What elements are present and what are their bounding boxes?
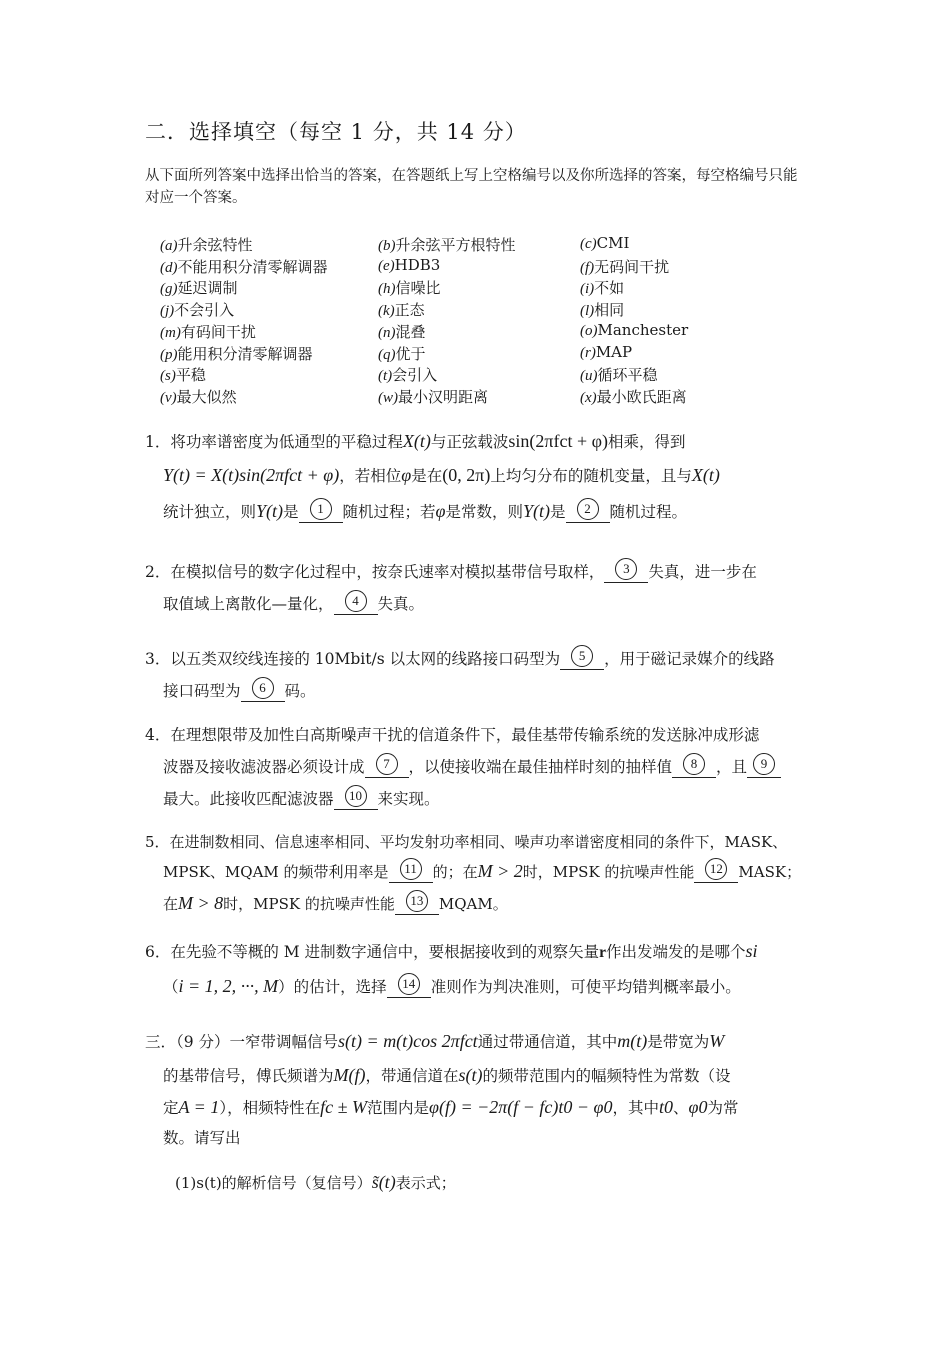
option-s [160, 364, 206, 385]
option-text: 混叠 [395, 322, 426, 341]
option-letter: (l) [580, 303, 595, 320]
option-text: 最大似然 [176, 387, 237, 406]
answer-blank-1 [299, 502, 343, 523]
option-q [378, 343, 426, 364]
option-a [160, 234, 253, 255]
blank-number-13: 13 [406, 890, 428, 912]
option-text: 最小汉明距离 [398, 387, 489, 406]
option-letter: (r) [580, 344, 596, 361]
option-text: 信噪比 [395, 279, 441, 298]
option-m [160, 321, 256, 342]
option-letter: (t) [378, 368, 393, 385]
option-letter: (c) [580, 236, 597, 252]
option-text: 无码间干扰 [594, 257, 670, 276]
question-5-line-3: 在M > 8时，MPSK 的抗噪声性能 13 MQAM。 [145, 893, 810, 915]
option-letter: (i) [580, 281, 595, 298]
option-text: 会引入 [392, 366, 438, 385]
option-letter: (m) [160, 324, 181, 341]
option-letter: (j) [160, 303, 175, 320]
option-o [580, 321, 688, 340]
blank-number-6: 6 [252, 677, 274, 699]
option-letter: (b) [378, 238, 396, 254]
answer-blank-2 [566, 502, 610, 523]
option-l [580, 299, 624, 320]
option-letter: (k) [378, 303, 395, 320]
blank-number-2: 2 [577, 498, 599, 520]
option-text: HDB3 [394, 255, 441, 274]
section-3-line-1: 三．（9 分）一窄带调幅信号s(t) = m(t)cos 2πfct通过带通信道，其中m(t)是带宽为W [145, 1031, 725, 1051]
answer-blank-6 [241, 681, 285, 702]
question-5-line-1: 5．在进制数相同、信息速率相同、平均发射功率相同、噪声功率谱密度相同的条件下，MASK、 [145, 833, 788, 851]
section-3-line-4: 数。请写出 [163, 1129, 241, 1147]
answer-blank-10 [334, 789, 378, 810]
option-text: 优于 [395, 344, 426, 363]
option-letter: (u) [580, 368, 598, 385]
blank-number-14: 14 [398, 973, 420, 995]
option-letter: (n) [378, 324, 396, 341]
question-3-line-1: 3．以五类双绞线连接的 10Mbit/s 以太网的线路接口码型为 5 ，用于磁记录媒介的线路 [145, 647, 810, 670]
option-p [160, 343, 313, 364]
question-6-line-1: 6．在先验不等概的 M 进制数字通信中，要根据接收到的观察矢量r作出发端发的是哪个si [145, 941, 758, 961]
option-letter: (v) [160, 389, 177, 406]
option-text: 相同 [594, 301, 625, 320]
option-text: MAP [595, 342, 633, 361]
option-text: 升余弦平方根特性 [395, 236, 516, 254]
blank-number-11: 11 [400, 858, 422, 880]
question-3-line-2: 接口码型为 6 码。 [145, 679, 810, 702]
option-w [378, 386, 488, 407]
option-d [160, 256, 328, 277]
answer-blank-4 [334, 594, 378, 615]
option-h [378, 277, 441, 298]
option-r [580, 343, 632, 362]
question-6-line-2: （i = 1, 2, ···, M）的估计，选择 14 准则作为判决准则，可使平均错判概率最小。 [145, 975, 810, 998]
answer-blank-14 [387, 977, 431, 998]
option-letter: (g) [160, 281, 178, 298]
option-letter: (q) [378, 346, 396, 363]
blank-number-12: 12 [705, 858, 727, 880]
question-4-line-2: 波器及接收滤波器必须设计成 7 ，以使接收端在最佳抽样时刻的抽样值 8 ，且 9 [145, 755, 810, 778]
option-text: 最小欧氏距离 [596, 387, 687, 406]
question-1-line-3: 统计独立，则Y(t)是 1 随机过程；若φ是常数，则Y(t)是 2 随机过程。 [145, 500, 810, 523]
option-v [160, 386, 237, 407]
answer-blank-3 [604, 562, 648, 583]
question-5-line-2: MPSK、MQAM 的频带利用率是 11 的；在M > 2时，MPSK 的抗噪声性能 12 MASK； [145, 861, 810, 883]
answer-blank-12 [694, 862, 738, 883]
blank-number-9: 9 [753, 753, 775, 775]
option-text: 不能用积分清零解调器 [177, 257, 328, 276]
option-text: 延迟调制 [177, 279, 238, 298]
answer-blank-9 [747, 757, 781, 778]
blank-number-1: 1 [310, 498, 332, 520]
option-text: 有码间干扰 [180, 322, 256, 341]
option-text: Manchester [597, 320, 689, 339]
answer-blank-8 [672, 757, 716, 778]
option-letter: (o) [580, 322, 598, 339]
option-letter: (d) [160, 259, 178, 276]
option-letter: (w) [378, 389, 398, 406]
blank-number-8: 8 [683, 753, 705, 775]
section-3-line-2: 的基带信号，傅氏频谱为M(f)，带通信道在s(t)的频带范围内的幅频特性为常数（设 [163, 1065, 731, 1085]
option-e [378, 256, 440, 275]
blank-number-4: 4 [345, 590, 367, 612]
question-1-line-1: 1．将功率谱密度为低通型的平稳过程X(t)与正弦载波sin(2πfct + φ)相乘，得到 [145, 431, 686, 451]
option-text: 不会引入 [174, 301, 235, 320]
answer-blank-13 [395, 894, 439, 915]
answer-blank-5 [560, 649, 604, 670]
option-text: 升余弦特性 [177, 236, 253, 254]
option-letter: (s) [160, 368, 176, 385]
option-text: 能用积分清零解调器 [177, 344, 313, 363]
option-letter: (e) [378, 257, 395, 274]
option-n [378, 321, 426, 342]
blank-number-7: 7 [376, 753, 398, 775]
option-b [378, 234, 516, 255]
question-1-line-2: Y(t) = X(t)sin(2πfct + φ)，若相位φ是在(0, 2π)上均匀分布的随机变量，且与X(t) [163, 465, 720, 485]
option-k [378, 299, 425, 320]
question-4-line-3: 最大。此接收匹配滤波器 10 来实现。 [145, 787, 810, 810]
blank-number-10: 10 [345, 785, 367, 807]
question-4-line-1: 4．在理想限带及加性白高斯噪声干扰的信道条件下，最佳基带传输系统的发送脉冲成形滤 [145, 726, 760, 744]
option-letter: (x) [580, 389, 597, 406]
option-text: 循环平稳 [597, 366, 658, 385]
option-t [378, 364, 437, 385]
option-u [580, 364, 658, 385]
option-c [580, 234, 629, 253]
option-text: 平稳 [175, 366, 206, 385]
option-g [160, 277, 238, 298]
question-2-line-2: 取值域上离散化—量化， 4 失真。 [145, 592, 810, 615]
blank-number-5: 5 [571, 645, 593, 667]
answer-blank-11 [389, 862, 433, 883]
answer-blank-7 [365, 757, 409, 778]
option-text: CMI [596, 234, 630, 252]
blank-number-3: 3 [615, 558, 637, 580]
option-f [580, 256, 669, 277]
option-j [160, 299, 234, 320]
option-letter: (p) [160, 346, 178, 363]
section-2-instructions: 从下面所列答案中选择出恰当的答案，在答题纸上写上空格编号以及你所选择的答案，每空格编号只能对应一个答案。 [145, 168, 798, 206]
section-3-subquestion-1: (1)s(t)的解析信号（复信号）s̃(t)表示式； [175, 1172, 456, 1192]
section-3-line-3: 定A = 1），相频特性在fc ± W范围内是φ(f) = −2π(f − fc)t0 − φ0，其中t0、φ0为常 [163, 1097, 739, 1117]
option-text: 不如 [594, 279, 625, 298]
option-i [580, 277, 624, 298]
option-x [580, 386, 687, 407]
option-text: 正态 [394, 301, 425, 320]
option-letter: (f) [580, 259, 595, 276]
option-letter: (a) [160, 238, 178, 254]
option-letter: (h) [378, 281, 396, 298]
section-2-title: 二．选择填空（每空 1 分，共 14 分） [145, 120, 527, 144]
question-2-line-1: 2．在模拟信号的数字化过程中，按奈氏速率对模拟基带信号取样， 3 失真，进一步在 [145, 560, 810, 583]
